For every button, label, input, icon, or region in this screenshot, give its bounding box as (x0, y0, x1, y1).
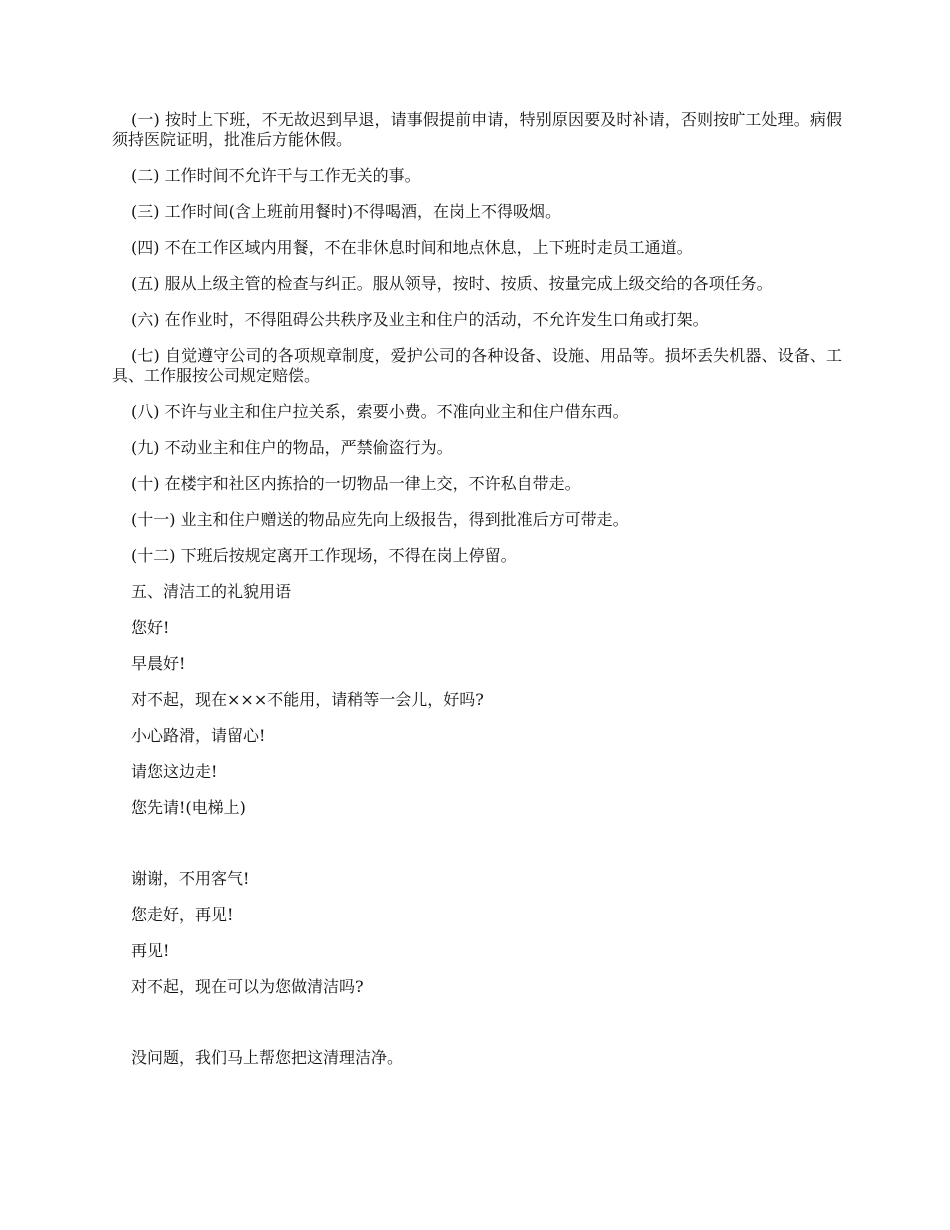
phrase-10: 对不起，现在可以为您做清洁吗? (131, 977, 364, 996)
phrase-11: 没问题，我们马上帮您把这清理洁净。 (131, 1048, 404, 1067)
document-page (112, 110, 842, 1068)
phrase-7: 谢谢，不用客气! (131, 869, 250, 888)
rule-6: (六) 在作业时，不得阻碍公共秩序及业主和住户的活动，不允许发生口角或打架。 (131, 310, 709, 329)
phrase-6: 您先请!(电梯上) (131, 798, 246, 817)
phrase-5: 请您这边走! (131, 762, 218, 781)
rule-8: (八) 不许与业主和住户拉关系，索要小费。不准向业主和住户借东西。 (131, 402, 629, 421)
rule-7: (七) 自觉遵守公司的各项规章制度，爱护公司的各种设备、设施、用品等。损坏丢失机器、设备、工具、工作服按公司规定赔偿。 (112, 346, 842, 385)
phrase-9: 再见! (131, 941, 170, 960)
phrase-4: 小心路滑，请留心! (131, 726, 266, 745)
rule-10: (十) 在楼宇和社区内拣拾的一切物品一律上交，不许私自带走。 (131, 474, 581, 493)
rule-9: (九) 不动业主和住户的物品，严禁偷盗行为。 (131, 438, 453, 457)
rule-2: (二) 工作时间不允许干与工作无关的事。 (131, 166, 421, 185)
rule-1: (一) 按时上下班，不无故迟到早退，请事假提前申请，特别原因要及时补请，否则按旷工处理。病假须持医院证明，批准后方能休假。 (112, 110, 842, 149)
phrase-2: 早晨好! (131, 654, 186, 673)
phrase-8: 您走好，再见! (131, 905, 234, 924)
rule-12: (十二) 下班后按规定离开工作现场，不得在岗上停留。 (131, 546, 517, 565)
rule-11: (十一) 业主和住户赠送的物品应先向上级报告，得到批准后方可带走。 (131, 510, 629, 529)
rule-5: (五) 服从上级主管的检查与纠正。服从领导，按时、按质、按量完成上级交给的各项任务。 (131, 274, 773, 293)
rule-4: (四) 不在工作区域内用餐，不在非休息时间和地点休息，上下班时走员工通道。 (131, 238, 693, 257)
rule-3: (三) 工作时间(含上班前用餐时)不得喝酒，在岗上不得吸烟。 (131, 202, 562, 221)
phrase-1: 您好! (131, 618, 170, 637)
phrase-3: 对不起，现在×××不能用，请稍等一会儿，好吗? (131, 690, 484, 709)
section-heading: 五、清洁工的礼貌用语 (131, 582, 292, 601)
